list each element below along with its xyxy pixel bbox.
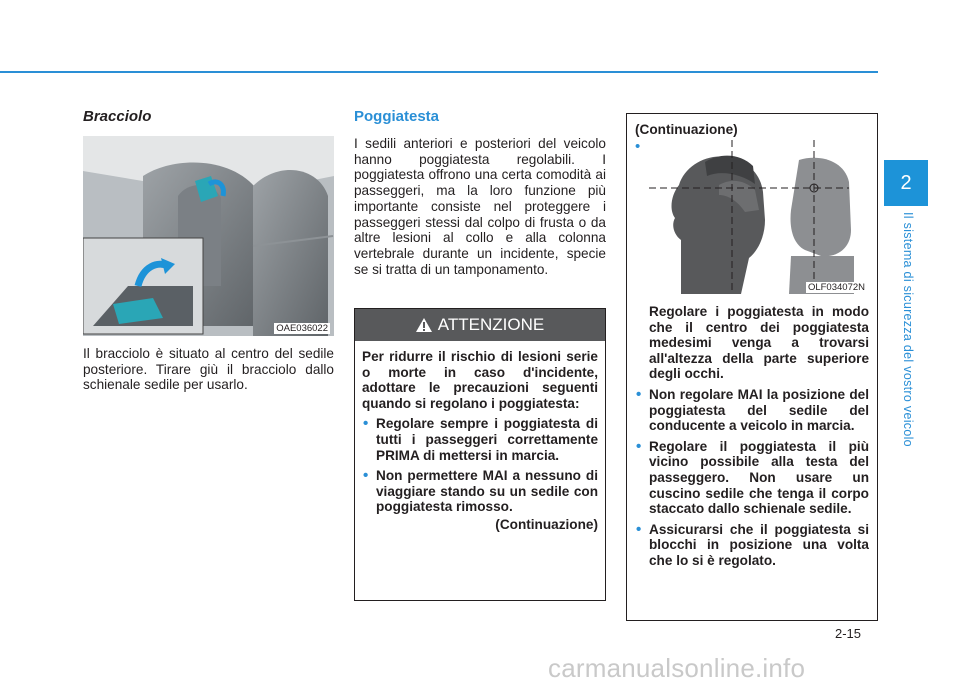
warning-label: ATTENZIONE: [437, 315, 545, 334]
continuation-bullet: • Non regolare MAI la posizione del poggiatesta del sedile del conducente a veicolo in marcia.: [635, 387, 869, 434]
headrest-text: I sedili anteriori e posteriori del veicolo hanno poggiatesta regolabili. I poggiatesta offrono una certa comodità ai passeggeri, ma la loro funzione più importante consiste nel proteggere i passeggeri stessi dal colpo di frusta o da altre lesioni al collo e alla colonna vertebrale durante un incidente, specie se si tratta di un tamponamento.: [354, 136, 606, 277]
warning-header: [355, 309, 605, 341]
continuation-text: [635, 304, 869, 569]
warning-box: [354, 308, 606, 601]
continuation-title: (Continuazione): [635, 122, 738, 137]
chapter-title: Il sistema di sicurezza del vostro veicolo: [901, 212, 915, 447]
warning-triangle-icon: [416, 318, 432, 332]
page-number: 2-15: [835, 626, 862, 641]
armrest-section: [83, 108, 334, 393]
armrest-illustration: [83, 136, 334, 336]
headrest-image-code: OLF034072N: [807, 282, 865, 293]
chapter-tab: [884, 160, 928, 206]
headrest-section: [354, 108, 606, 277]
top-rule: [0, 71, 878, 73]
watermark: carmanualsonline.info: [548, 653, 806, 683]
bullet-marker: •: [635, 138, 641, 155]
warning-bullet: • Non permettere MAI a nessuno di viaggiare stando su un sedile con poggiatesta rimosso.: [362, 468, 598, 515]
first-bullet-rest: Regolare i poggiatesta in modo che il centro dei poggiatesta medesimi venga a trovarsi all'altezza della parte superiore degli occhi.: [649, 304, 869, 382]
continuation-box: [626, 113, 878, 621]
headrest-heading: Poggiatesta: [354, 108, 440, 125]
warning-continued: (Continuazione): [495, 516, 598, 532]
warning-intro: Per ridurre il rischio di lesioni serie o morte in caso d'incidente, adottare le precauzioni seguenti quando si regolano i poggiatesta:: [362, 349, 598, 411]
headrest-illustration: [649, 140, 869, 294]
armrest-image-code: OAE036022: [276, 323, 328, 334]
armrest-text: Il bracciolo è situato al centro del sedile posteriore. Tirare giù il bracciolo dallo schienale sedile per usarlo.: [83, 346, 334, 393]
chapter-number: 2: [900, 171, 912, 194]
warning-bullet: • Regolare sempre i poggiatesta di tutti i passeggeri correttamente PRIMA di mettersi in marcia.: [362, 416, 598, 463]
warning-body: [355, 341, 605, 533]
continuation-bullet: • Assicurarsi che il poggiatesta si blocchi in posizione una volta che lo si è regolato.: [635, 522, 869, 569]
headrest-figure: [649, 140, 869, 294]
continuation-bullet: • Regolare il poggiatesta il più vicino possibile alla testa del passeggero. Non usare un cuscino sedile che tenga il corpo staccato dallo schienale sedile.: [635, 439, 869, 517]
armrest-photo: [83, 136, 334, 336]
armrest-heading: Bracciolo: [83, 108, 152, 125]
